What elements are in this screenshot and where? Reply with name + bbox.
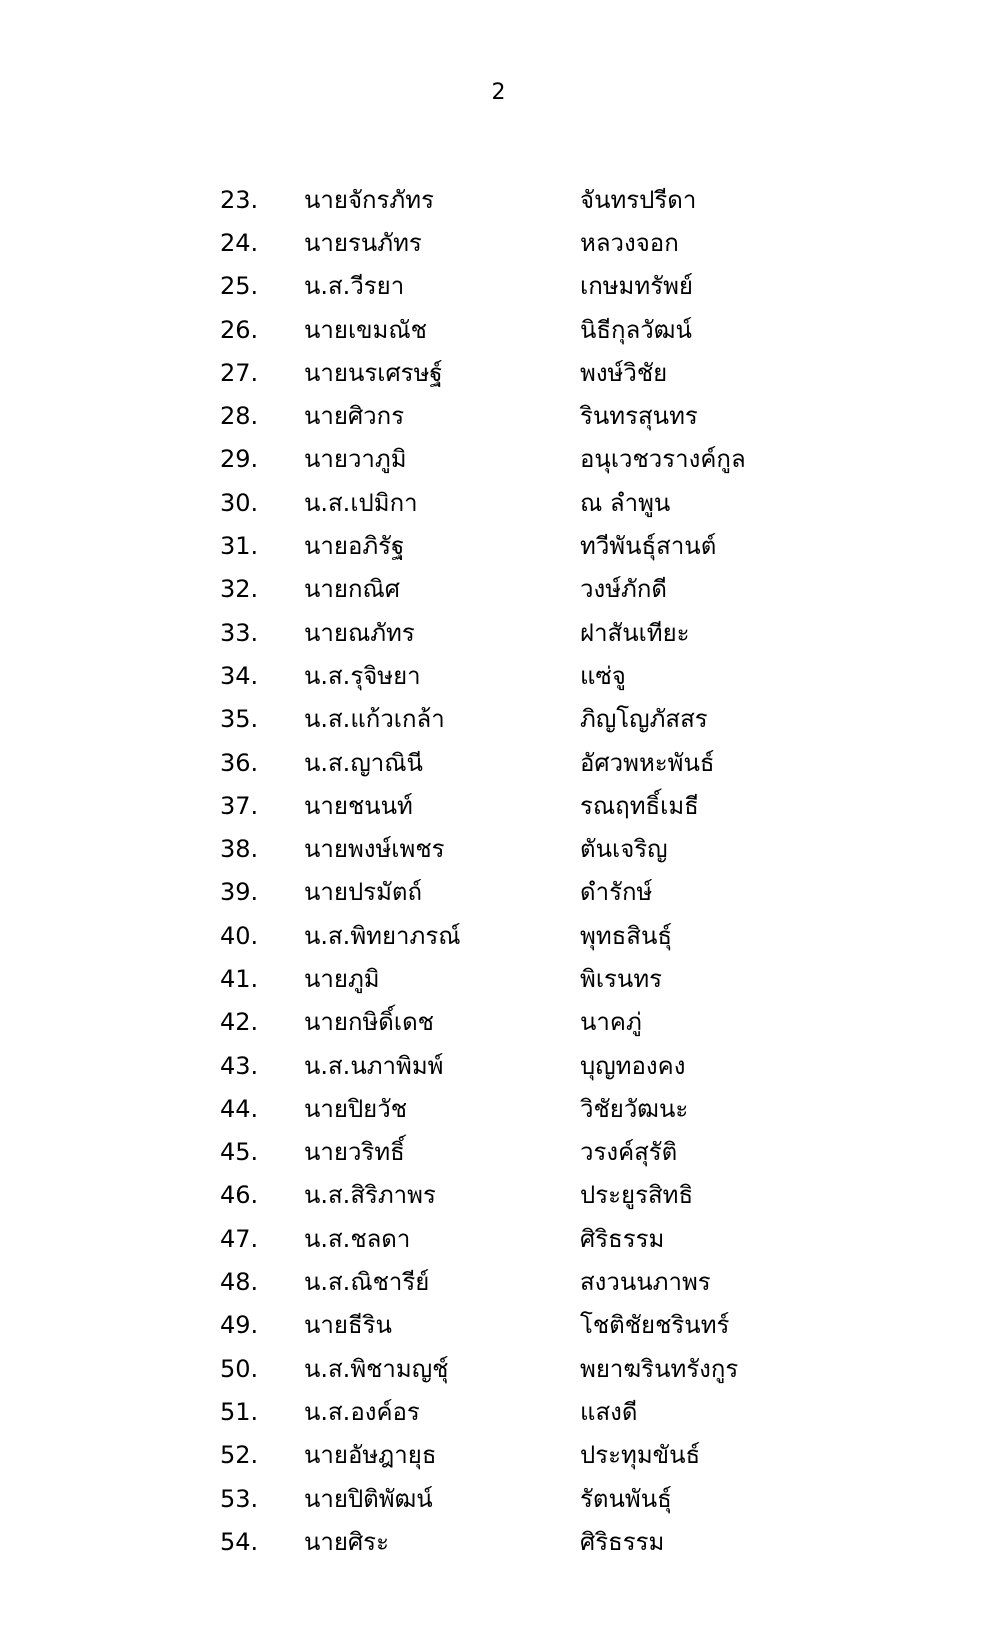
first-name: น.ส.สิริภาพร: [304, 1181, 436, 1210]
item-number: 25.: [220, 272, 259, 301]
item-number: 45.: [220, 1138, 259, 1167]
last-name: รัตนพันธุ์: [580, 1484, 672, 1513]
list-item: [220, 827, 780, 870]
last-name: พยาฆรินทรังกูร: [580, 1354, 739, 1383]
last-name: พุทธสินธุ์: [580, 921, 672, 950]
item-number: 23.: [220, 185, 259, 214]
last-name: รณฤทธิ์เมธี: [580, 791, 699, 820]
last-name: วงษ์ภักดี: [580, 575, 667, 604]
last-name: สงวนนภาพร: [580, 1268, 711, 1297]
item-number: 29.: [220, 445, 259, 474]
item-number: 30.: [220, 488, 259, 517]
first-name: น.ส.แก้วเกล้า: [304, 705, 445, 734]
list-item: [220, 265, 780, 308]
item-number: 38.: [220, 835, 259, 864]
first-name: นายกษิดิ์เดช: [304, 1008, 434, 1037]
list-item: [220, 1087, 780, 1130]
first-name: นายจักรภัทร: [304, 185, 434, 214]
last-name: ภิญโญภัสสร: [580, 705, 708, 734]
list-item: [220, 568, 780, 611]
list-item: [220, 1260, 780, 1303]
last-name: บุญทองคง: [580, 1051, 686, 1080]
last-name: ประยูรสิทธิ: [580, 1181, 694, 1210]
list-item: [220, 1520, 780, 1563]
first-name: นายวาภูมิ: [304, 445, 407, 474]
last-name: วรงค์สุรัติ: [580, 1138, 678, 1167]
last-name: นิธีกุลวัฒน์: [580, 315, 692, 344]
first-name: น.ส.วีรยา: [304, 272, 405, 301]
item-number: 40.: [220, 921, 259, 950]
first-name: น.ส.ชลดา: [304, 1224, 411, 1253]
first-name: น.ส.ณิชารีย์: [304, 1268, 430, 1297]
last-name: ตันเจริญ: [580, 835, 668, 864]
list-item: [220, 394, 780, 437]
first-name: น.ส.เปมิกา: [304, 488, 418, 517]
first-name: นายธีริน: [304, 1311, 392, 1340]
last-name: พิเรนทร: [580, 964, 663, 993]
list-item: [220, 1304, 780, 1347]
item-number: 35.: [220, 705, 259, 734]
first-name: น.ส.องค์อร: [304, 1397, 420, 1426]
list-item: [220, 1477, 780, 1520]
list-item: [220, 654, 780, 697]
list-item: [220, 611, 780, 654]
list-item: [220, 1434, 780, 1477]
item-number: 24.: [220, 228, 259, 257]
list-item: [220, 914, 780, 957]
first-name: นายกณิศ: [304, 575, 400, 604]
item-number: 46.: [220, 1181, 259, 1210]
item-number: 32.: [220, 575, 259, 604]
item-number: 54.: [220, 1527, 259, 1556]
list-item: [220, 1347, 780, 1390]
first-name: น.ส.ญาณินี: [304, 748, 423, 777]
item-number: 41.: [220, 964, 259, 993]
first-name: นายอัษฎายุธ: [304, 1441, 437, 1470]
last-name: อัศวพหะพันธ์: [580, 748, 715, 777]
item-number: 33.: [220, 618, 259, 647]
first-name: นายภูมิ: [304, 964, 380, 993]
list-item: [220, 524, 780, 567]
last-name: ประทุมขันธ์: [580, 1441, 701, 1470]
item-number: 31.: [220, 532, 259, 561]
list-item: [220, 1044, 780, 1087]
first-name: นายศิวกร: [304, 402, 405, 431]
first-name: นายศิระ: [304, 1527, 389, 1556]
last-name: จันทรปรีดา: [580, 185, 697, 214]
last-name: ณ ลำพูน: [580, 488, 671, 517]
last-name: หลวงจอก: [580, 228, 679, 257]
item-number: 26.: [220, 315, 259, 344]
last-name: ฝาสันเทียะ: [580, 618, 690, 647]
list-item: [220, 1001, 780, 1044]
first-name: นายอภิรัฐ: [304, 532, 405, 561]
item-number: 44.: [220, 1094, 259, 1123]
first-name: นายณภัทร: [304, 618, 415, 647]
list-item: [220, 1174, 780, 1217]
first-name: นายวริทธิ์: [304, 1138, 405, 1167]
last-name: ดำรักษ์: [580, 878, 653, 907]
item-number: 43.: [220, 1051, 259, 1080]
list-item: [220, 351, 780, 394]
list-item: [220, 871, 780, 914]
last-name: แซ่จู: [580, 661, 626, 690]
last-name: นาคภู่: [580, 1008, 642, 1037]
last-name: วิชัยวัฒนะ: [580, 1094, 689, 1123]
list-item: [220, 1217, 780, 1260]
item-number: 28.: [220, 402, 259, 431]
list-item: [220, 741, 780, 784]
item-number: 50.: [220, 1354, 259, 1383]
name-list: [220, 178, 780, 1564]
list-item: [220, 698, 780, 741]
list-item: [220, 784, 780, 827]
list-item: [220, 308, 780, 351]
last-name: โชติชัยชรินทร์: [580, 1311, 730, 1340]
item-number: 34.: [220, 661, 259, 690]
item-number: 37.: [220, 791, 259, 820]
last-name: ศิริธรรม: [580, 1527, 665, 1556]
last-name: ทวีพันธุ์สานต์: [580, 532, 717, 561]
item-number: 39.: [220, 878, 259, 907]
first-name: น.ส.รุจิษยา: [304, 661, 421, 690]
item-number: 53.: [220, 1484, 259, 1513]
first-name: น.ส.นภาพิมพ์: [304, 1051, 444, 1080]
last-name: พงษ์วิชัย: [580, 358, 668, 387]
last-name: รินทรสุนทร: [580, 402, 698, 431]
list-item: [220, 221, 780, 264]
item-number: 27.: [220, 358, 259, 387]
item-number: 36.: [220, 748, 259, 777]
item-number: 51.: [220, 1397, 259, 1426]
item-number: 42.: [220, 1008, 259, 1037]
list-item: [220, 1390, 780, 1433]
last-name: เกษมทรัพย์: [580, 272, 693, 301]
list-item: [220, 438, 780, 481]
first-name: นายนรเศรษฐ์: [304, 358, 443, 387]
list-item: [220, 1131, 780, 1174]
list-item: [220, 481, 780, 524]
list-item: [220, 957, 780, 1000]
page-number: 2: [491, 80, 506, 105]
last-name: อนุเวชวรางค์กูล: [580, 445, 746, 474]
first-name: น.ส.พิทยาภรณ์: [304, 921, 461, 950]
item-number: 52.: [220, 1441, 259, 1470]
item-number: 49.: [220, 1311, 259, 1340]
first-name: นายปิติพัฒน์: [304, 1484, 433, 1513]
first-name: นายเขมณัช: [304, 315, 427, 344]
first-name: นายปิยวัช: [304, 1094, 408, 1123]
first-name: นายชนนท์: [304, 791, 413, 820]
first-name: น.ส.พิชามญชุ์: [304, 1354, 449, 1383]
first-name: นายพงษ์เพชร: [304, 835, 445, 864]
last-name: แสงดี: [580, 1397, 638, 1426]
first-name: นายรนภัทร: [304, 228, 422, 257]
item-number: 47.: [220, 1224, 259, 1253]
first-name: นายปรมัตถ์: [304, 878, 423, 907]
list-item: [220, 178, 780, 221]
last-name: ศิริธรรม: [580, 1224, 665, 1253]
item-number: 48.: [220, 1268, 259, 1297]
